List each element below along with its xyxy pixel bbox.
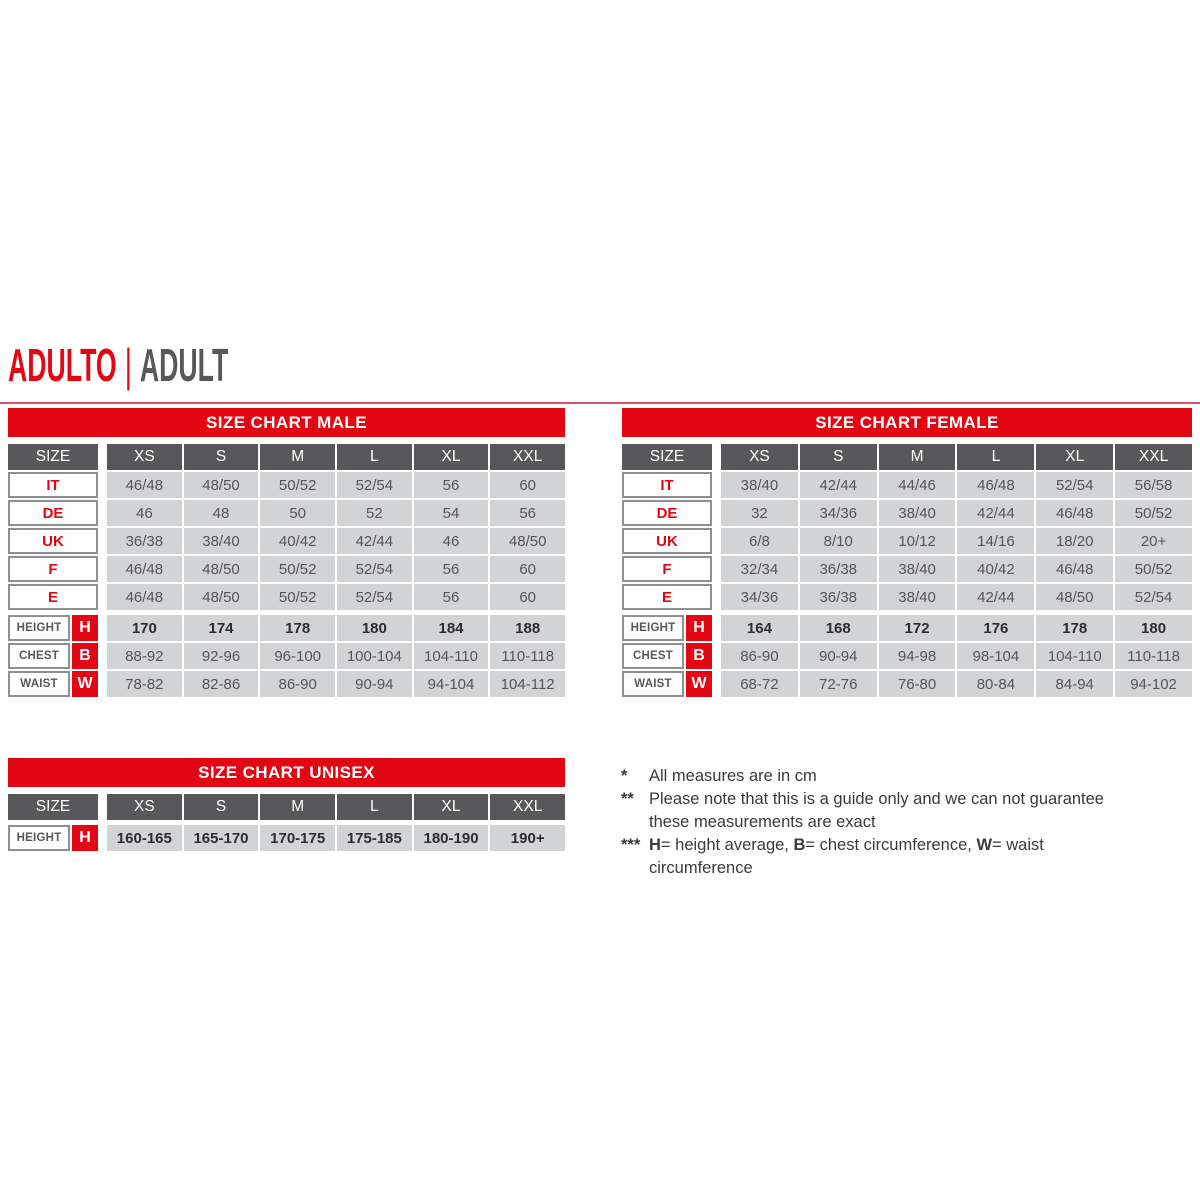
footnote-segment: H bbox=[649, 836, 661, 854]
size-system-label-wrap bbox=[622, 556, 712, 582]
size-row bbox=[8, 528, 565, 554]
size-value-cell: 52/54 bbox=[337, 556, 412, 582]
size-row bbox=[622, 556, 1192, 582]
title-adult: ADULT bbox=[139, 339, 229, 391]
measure-label: HEIGHT bbox=[622, 615, 684, 641]
table-title-bar: SIZE CHART MALE bbox=[8, 408, 565, 437]
footnote-text bbox=[649, 765, 1141, 788]
size-value-cell: 48/50 bbox=[184, 472, 259, 498]
size-value-cell: 52/54 bbox=[337, 472, 412, 498]
footnote bbox=[621, 834, 1199, 880]
size-system-label: UK bbox=[622, 528, 712, 554]
column-header-cell: M bbox=[879, 444, 956, 470]
size-header-cell: SIZE bbox=[622, 444, 712, 470]
size-value-cell: 50 bbox=[260, 500, 335, 526]
column-header-row bbox=[622, 444, 1192, 470]
measure-row bbox=[8, 825, 565, 851]
measure-value-cell: 76-80 bbox=[879, 671, 956, 697]
size-value-cell: 54 bbox=[414, 500, 489, 526]
measure-value-cell: 94-98 bbox=[879, 643, 956, 669]
footnote-segment: = waist circumference bbox=[649, 836, 1044, 877]
title-rule bbox=[0, 402, 1200, 404]
size-value-cell: 56 bbox=[414, 556, 489, 582]
column-header-cell: XS bbox=[107, 444, 182, 470]
size-system-label-wrap bbox=[622, 584, 712, 610]
measure-badge: H bbox=[686, 615, 712, 641]
measure-value-cell: 94-102 bbox=[1115, 671, 1192, 697]
size-value-cell: 50/52 bbox=[260, 584, 335, 610]
column-header-cell: M bbox=[260, 794, 335, 820]
measure-value-cell: 165-170 bbox=[184, 825, 259, 851]
measure-value-cell: 178 bbox=[260, 615, 335, 641]
measure-row bbox=[622, 615, 1192, 641]
measure-value-cell: 90-94 bbox=[337, 671, 412, 697]
size-system-label: E bbox=[622, 584, 712, 610]
measure-value-cell: 178 bbox=[1036, 615, 1113, 641]
column-header-cell: S bbox=[184, 794, 259, 820]
measure-value-cell: 96-100 bbox=[260, 643, 335, 669]
footnote-segment: W bbox=[976, 836, 993, 854]
measure-value-cell: 90-94 bbox=[800, 643, 877, 669]
footnote-segment: Please note that this is a guide only and we can not guarantee these measurements are exact bbox=[649, 790, 1104, 831]
size-value-cell: 52/54 bbox=[337, 584, 412, 610]
size-value-cell: 40/42 bbox=[260, 528, 335, 554]
column-header-row bbox=[8, 794, 565, 820]
size-system-label-wrap bbox=[622, 472, 712, 498]
footnote-segment: All measures are in cm bbox=[649, 767, 817, 785]
measure-value-cell: 98-104 bbox=[957, 643, 1034, 669]
size-value-cell: 52/54 bbox=[1036, 472, 1113, 498]
size-value-cell: 46/48 bbox=[107, 556, 182, 582]
measure-badge: B bbox=[686, 643, 712, 669]
size-row bbox=[622, 500, 1192, 526]
size-value-cell: 38/40 bbox=[879, 584, 956, 610]
size-value-cell: 38/40 bbox=[184, 528, 259, 554]
size-value-cell: 34/36 bbox=[721, 584, 798, 610]
measure-value-cell: 180 bbox=[1115, 615, 1192, 641]
size-value-cell: 56 bbox=[490, 500, 565, 526]
measure-label-group bbox=[622, 671, 712, 697]
page-title bbox=[8, 339, 229, 391]
size-value-cell: 46 bbox=[414, 528, 489, 554]
measure-badge: B bbox=[72, 643, 98, 669]
size-value-cell: 50/52 bbox=[260, 556, 335, 582]
measure-value-cell: 94-104 bbox=[414, 671, 489, 697]
measure-value-cell: 82-86 bbox=[184, 671, 259, 697]
size-value-cell: 56 bbox=[414, 584, 489, 610]
column-header-cell: L bbox=[337, 444, 412, 470]
size-system-label: DE bbox=[8, 500, 98, 526]
size-system-label-wrap bbox=[8, 472, 98, 498]
measure-value-cell: 190+ bbox=[490, 825, 565, 851]
column-header-cell: S bbox=[800, 444, 877, 470]
measure-row bbox=[622, 671, 1192, 697]
measure-value-cell: 180-190 bbox=[414, 825, 489, 851]
size-system-label: F bbox=[622, 556, 712, 582]
size-value-cell: 42/44 bbox=[800, 472, 877, 498]
size-value-cell: 48/50 bbox=[184, 556, 259, 582]
size-value-cell: 42/44 bbox=[957, 584, 1034, 610]
measure-value-cell: 68-72 bbox=[721, 671, 798, 697]
size-chart-female bbox=[622, 408, 1192, 699]
footnote-segment: = height average, bbox=[660, 836, 794, 854]
size-value-cell: 32/34 bbox=[721, 556, 798, 582]
size-value-cell: 40/42 bbox=[957, 556, 1034, 582]
size-value-cell: 36/38 bbox=[107, 528, 182, 554]
measure-badge: H bbox=[72, 825, 98, 851]
footnote-text bbox=[649, 788, 1141, 834]
measure-label-group bbox=[8, 825, 98, 851]
size-value-cell: 48/50 bbox=[490, 528, 565, 554]
size-value-cell: 46/48 bbox=[1036, 556, 1113, 582]
size-system-label: DE bbox=[622, 500, 712, 526]
column-header-cell: XXL bbox=[1115, 444, 1192, 470]
title-adulto: ADULTO bbox=[8, 339, 117, 391]
column-header-cell: XL bbox=[414, 794, 489, 820]
measure-row bbox=[8, 643, 565, 669]
measure-value-cell: 180 bbox=[337, 615, 412, 641]
measure-value-cell: 170-175 bbox=[260, 825, 335, 851]
footnote bbox=[621, 765, 1199, 788]
size-row bbox=[622, 528, 1192, 554]
size-chart-male bbox=[8, 408, 565, 699]
measure-badge: W bbox=[686, 671, 712, 697]
measure-value-cell: 100-104 bbox=[337, 643, 412, 669]
footnote-segment: B bbox=[793, 836, 806, 854]
measure-value-cell: 80-84 bbox=[957, 671, 1034, 697]
measure-value-cell: 104-112 bbox=[490, 671, 565, 697]
size-value-cell: 20+ bbox=[1115, 528, 1192, 554]
column-header-cell: S bbox=[184, 444, 259, 470]
measure-value-cell: 188 bbox=[490, 615, 565, 641]
measure-value-cell: 168 bbox=[800, 615, 877, 641]
measure-row bbox=[8, 671, 565, 697]
size-value-cell: 56 bbox=[414, 472, 489, 498]
measure-label: WAIST bbox=[8, 671, 70, 697]
size-value-cell: 52 bbox=[337, 500, 412, 526]
size-row bbox=[622, 584, 1192, 610]
measure-row bbox=[8, 615, 565, 641]
size-value-cell: 46/48 bbox=[107, 472, 182, 498]
measure-label-group bbox=[8, 643, 98, 669]
measure-value-cell: 110-118 bbox=[1115, 643, 1192, 669]
size-value-cell: 18/20 bbox=[1036, 528, 1113, 554]
measure-value-cell: 184 bbox=[414, 615, 489, 641]
measure-value-cell: 86-90 bbox=[260, 671, 335, 697]
title-separator: | bbox=[124, 339, 132, 391]
table-title-bar: SIZE CHART UNISEX bbox=[8, 758, 565, 787]
size-value-cell: 46 bbox=[107, 500, 182, 526]
size-value-cell: 60 bbox=[490, 584, 565, 610]
size-value-cell: 46/48 bbox=[1036, 500, 1113, 526]
size-value-cell: 60 bbox=[490, 556, 565, 582]
measure-badge: H bbox=[72, 615, 98, 641]
size-system-label-wrap bbox=[8, 556, 98, 582]
size-value-cell: 38/40 bbox=[879, 556, 956, 582]
measure-value-cell: 164 bbox=[721, 615, 798, 641]
measure-value-cell: 88-92 bbox=[107, 643, 182, 669]
footnote bbox=[621, 788, 1199, 834]
column-header-cell: XS bbox=[107, 794, 182, 820]
size-value-cell: 8/10 bbox=[800, 528, 877, 554]
size-system-label: IT bbox=[622, 472, 712, 498]
measure-value-cell: 104-110 bbox=[414, 643, 489, 669]
size-system-label-wrap bbox=[622, 500, 712, 526]
measure-label-group bbox=[8, 615, 98, 641]
measure-value-cell: 84-94 bbox=[1036, 671, 1113, 697]
column-header-cell: XL bbox=[414, 444, 489, 470]
measure-value-cell: 175-185 bbox=[337, 825, 412, 851]
column-header-cell: XXL bbox=[490, 444, 565, 470]
footnote-marker: ** bbox=[621, 790, 634, 808]
size-value-cell: 34/36 bbox=[800, 500, 877, 526]
size-value-cell: 56/58 bbox=[1115, 472, 1192, 498]
measure-value-cell: 176 bbox=[957, 615, 1034, 641]
size-value-cell: 50/52 bbox=[1115, 556, 1192, 582]
measure-value-cell: 170 bbox=[107, 615, 182, 641]
column-header-row bbox=[8, 444, 565, 470]
size-value-cell: 36/38 bbox=[800, 584, 877, 610]
footnote-marker: * bbox=[621, 767, 628, 785]
size-value-cell: 46/48 bbox=[957, 472, 1034, 498]
size-value-cell: 60 bbox=[490, 472, 565, 498]
size-value-cell: 6/8 bbox=[721, 528, 798, 554]
footnote-marker: *** bbox=[621, 836, 641, 854]
measure-value-cell: 72-76 bbox=[800, 671, 877, 697]
size-system-label: E bbox=[8, 584, 98, 610]
column-header-cell: L bbox=[957, 444, 1034, 470]
size-value-cell: 50/52 bbox=[1115, 500, 1192, 526]
measure-value-cell: 174 bbox=[184, 615, 259, 641]
footnotes bbox=[621, 765, 1199, 880]
measure-value-cell: 160-165 bbox=[107, 825, 182, 851]
size-header-cell: SIZE bbox=[8, 444, 98, 470]
size-value-cell: 38/40 bbox=[721, 472, 798, 498]
measure-value-cell: 104-110 bbox=[1036, 643, 1113, 669]
size-value-cell: 50/52 bbox=[260, 472, 335, 498]
size-row bbox=[8, 584, 565, 610]
measure-value-cell: 92-96 bbox=[184, 643, 259, 669]
size-value-cell: 48/50 bbox=[1036, 584, 1113, 610]
size-chart-unisex bbox=[8, 758, 565, 853]
measure-value-cell: 86-90 bbox=[721, 643, 798, 669]
column-header-cell: XS bbox=[721, 444, 798, 470]
column-header-cell: L bbox=[337, 794, 412, 820]
size-value-cell: 32 bbox=[721, 500, 798, 526]
measure-value-cell: 78-82 bbox=[107, 671, 182, 697]
size-system-label-wrap bbox=[622, 528, 712, 554]
size-system-label-wrap bbox=[8, 528, 98, 554]
footnote-text bbox=[649, 834, 1141, 880]
table-title-bar: SIZE CHART FEMALE bbox=[622, 408, 1192, 437]
size-value-cell: 14/16 bbox=[957, 528, 1034, 554]
size-value-cell: 46/48 bbox=[107, 584, 182, 610]
measure-label: WAIST bbox=[622, 671, 684, 697]
measure-badge: W bbox=[72, 671, 98, 697]
size-value-cell: 36/38 bbox=[800, 556, 877, 582]
size-row bbox=[622, 472, 1192, 498]
size-value-cell: 38/40 bbox=[879, 500, 956, 526]
measure-label-group bbox=[622, 615, 712, 641]
size-value-cell: 48 bbox=[184, 500, 259, 526]
measure-label-group bbox=[622, 643, 712, 669]
footnote-segment: = chest circumference, bbox=[805, 836, 977, 854]
size-value-cell: 44/46 bbox=[879, 472, 956, 498]
size-value-cell: 48/50 bbox=[184, 584, 259, 610]
size-value-cell: 10/12 bbox=[879, 528, 956, 554]
size-system-label-wrap bbox=[8, 500, 98, 526]
size-value-cell: 42/44 bbox=[957, 500, 1034, 526]
size-row bbox=[8, 500, 565, 526]
column-header-cell: M bbox=[260, 444, 335, 470]
column-header-cell: XXL bbox=[490, 794, 565, 820]
size-system-label-wrap bbox=[8, 584, 98, 610]
column-header-cell: XL bbox=[1036, 444, 1113, 470]
size-system-label: IT bbox=[8, 472, 98, 498]
size-value-cell: 52/54 bbox=[1115, 584, 1192, 610]
size-row bbox=[8, 472, 565, 498]
measure-label: CHEST bbox=[622, 643, 684, 669]
size-row bbox=[8, 556, 565, 582]
measure-label: HEIGHT bbox=[8, 825, 70, 851]
measure-row bbox=[622, 643, 1192, 669]
measure-value-cell: 172 bbox=[879, 615, 956, 641]
size-header-cell: SIZE bbox=[8, 794, 98, 820]
measure-label: HEIGHT bbox=[8, 615, 70, 641]
measure-label: CHEST bbox=[8, 643, 70, 669]
measure-value-cell: 110-118 bbox=[490, 643, 565, 669]
size-system-label: F bbox=[8, 556, 98, 582]
size-system-label: UK bbox=[8, 528, 98, 554]
size-value-cell: 42/44 bbox=[337, 528, 412, 554]
measure-label-group bbox=[8, 671, 98, 697]
